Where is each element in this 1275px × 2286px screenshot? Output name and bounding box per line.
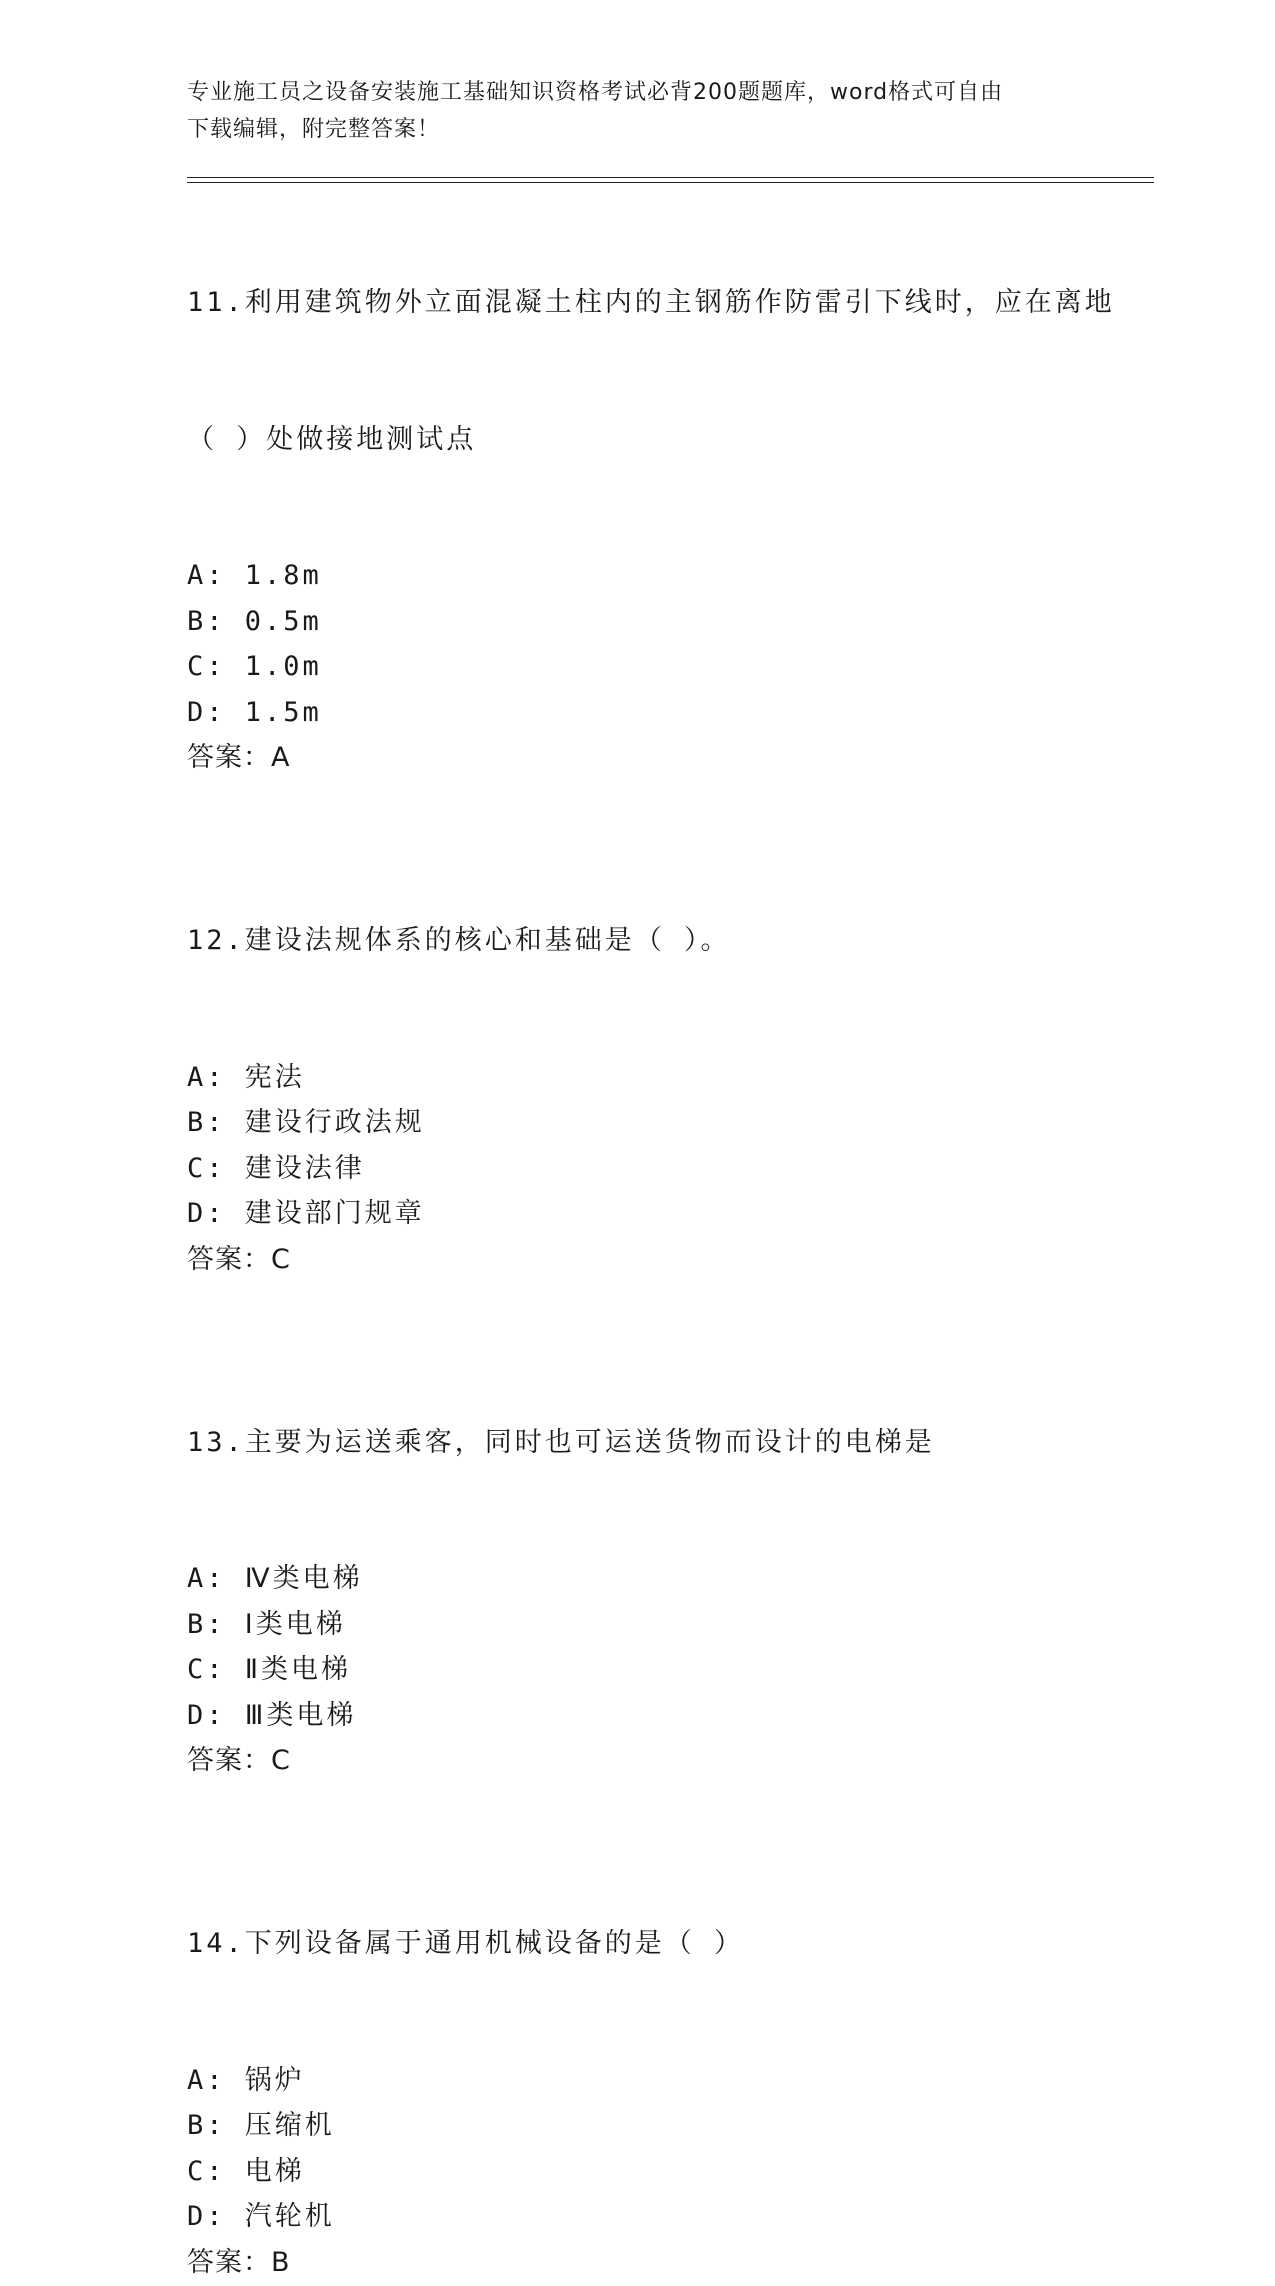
question-14 xyxy=(187,1830,1147,2286)
option-c: C: 1.0m xyxy=(187,651,322,682)
option-d: D: 汽轮机 xyxy=(187,2201,335,2232)
answer-line: 答案：A xyxy=(187,742,291,773)
option-c: C: 电梯 xyxy=(187,2155,305,2187)
answer-line: 答案：B xyxy=(187,2246,291,2278)
question-stem-line-2: （ ）处做接地测试点 xyxy=(187,423,477,455)
option-a: A: 1.8m xyxy=(187,560,322,591)
question-12 xyxy=(187,827,1147,1283)
option-c: C: 建设法律 xyxy=(187,1152,365,1184)
question-11 xyxy=(187,189,1147,781)
option-b: B: Ⅰ类电梯 xyxy=(187,1608,346,1640)
document-header xyxy=(187,74,1087,148)
header-line-1: 专业施工员之设备安装施工基础知识资格考试必背200题题库，word格式可自由 xyxy=(187,80,1004,105)
question-stem xyxy=(187,189,1147,553)
option-d: D: Ⅲ类电梯 xyxy=(187,1699,357,1731)
option-d: D: 建设部门规章 xyxy=(187,1198,425,1229)
option-a: A: Ⅳ类电梯 xyxy=(187,1563,363,1594)
question-list xyxy=(187,189,1147,2286)
header-divider-top xyxy=(187,177,1154,178)
header-divider-bottom xyxy=(187,182,1154,183)
question-stem-line-1: 14.下列设备属于通用机械设备的是（ ） xyxy=(187,1928,745,1959)
option-b: B: 建设行政法规 xyxy=(187,1107,425,1138)
option-a: A: 宪法 xyxy=(187,1061,305,1093)
option-a: A: 锅炉 xyxy=(187,2064,305,2096)
question-stem-line-1: 12.建设法规体系的核心和基础是（ ）。 xyxy=(187,925,731,956)
header-line-2: 下载编辑，附完整答案！ xyxy=(187,117,441,142)
option-b: B: 0.5m xyxy=(187,605,322,637)
option-d: D: 1.5m xyxy=(187,696,322,728)
option-c: C: Ⅱ类电梯 xyxy=(187,1654,352,1685)
question-stem xyxy=(187,1329,1147,1557)
answer-line: 答案：C xyxy=(187,1745,291,1776)
question-stem-line-1: 13.主要为运送乘客，同时也可运送货物而设计的电梯是 xyxy=(187,1426,935,1458)
answer-line: 答案：C xyxy=(187,1243,291,1275)
question-13 xyxy=(187,1329,1147,1785)
question-stem-line-1: 11.利用建筑物外立面混凝土柱内的主钢筋作防雷引下线时，应在离地 xyxy=(187,287,1115,318)
option-b: B: 压缩机 xyxy=(187,2110,335,2141)
question-stem xyxy=(187,1830,1147,2058)
question-stem xyxy=(187,827,1147,1055)
